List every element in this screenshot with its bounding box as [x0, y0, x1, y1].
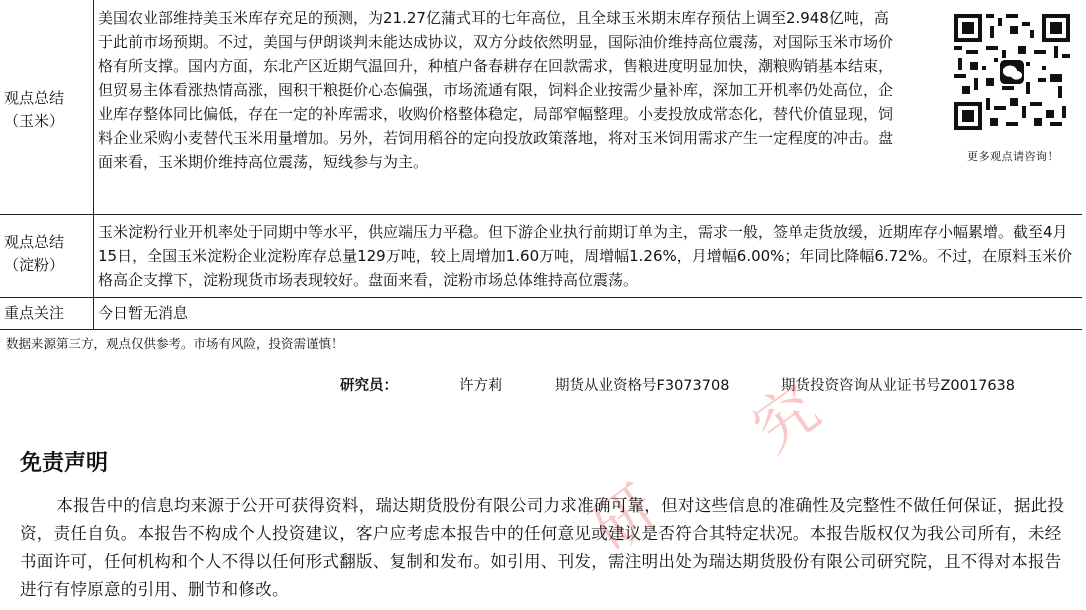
- wechat-icon: [1000, 60, 1024, 84]
- qr-code: [954, 14, 1070, 130]
- futures-cert-number: 期货从业资格号F3073708: [555, 378, 730, 394]
- starch-summary-row: [0, 215, 1082, 298]
- watermark-char-1: 研: [577, 470, 671, 567]
- data-source-note: 数据来源第三方，观点仅供参考。市场有风险，投资需谨慎！: [6, 336, 344, 351]
- qr-caption: 更多观点请咨询！: [967, 150, 1059, 163]
- focus-text: 今日暂无消息: [98, 304, 189, 322]
- consult-cert-number: 期货投资咨询从业证书号Z0017638: [781, 378, 1016, 394]
- starch-summary-text: 玉米淀粉行业开机率处于同期中等水平，供应端压力平稳。但下游企业执行前期订单为主，需求一般，签单走货放缓，近期库存小幅累增。截至4月15日，全国玉米淀粉企业淀粉库存总量129万吨，较上周增加1.60万吨，周增幅1.26%，月增幅6.00%；年同比降幅6.72%。不过，在原料玉米价格高企支撑下，淀粉现货市场表现较好。盘面来看，淀粉市场总体维持高位震荡。: [98, 223, 1073, 289]
- researcher-title: 研究员：: [340, 378, 398, 394]
- corn-summary-row: [0, 0, 1082, 215]
- disclaimer-title: 免责声明: [20, 451, 109, 476]
- researcher-name: 许方莉: [459, 378, 503, 394]
- focus-label: 重点关注: [4, 304, 65, 322]
- corn-summary-text: 美国农业部维持美玉米库存充足的预测，为21.27亿蒲式耳的七年高位，且全球玉米期末库存预估上调至2.948亿吨，高于此前市场预期。不过，美国与伊朗谈判未能达成协议，双方分歧依然明显，国际油价维持高位震荡，对国际玉米市场价格有所支撑。国内方面，东北产区近期气温回升，种植户备春耕存在回款需求，售粮进度明显加快，潮粮购销基本结束，但贸易主体看涨热情高涨，囤积干粮挺价心态偏强，市场流通有限，饲料企业按需少量补库，深加工开机率仍处高位，企业库存整体同比偏低，存在一定的补库需求，收购价格整体稳定，局部窄幅整理。小麦投放成常态化，替代价值显现，饲料企业采购小麦替代玉米用量增加。另外，若饲用稻谷的定向投放政策落地，将对玉米饲用需求产生一定程度的冲击。盘面来看，玉米期价维持高位震荡，短线参与为主。: [98, 9, 894, 171]
- table-column-divider: [93, 0, 94, 330]
- watermark-char-2: 究: [739, 370, 833, 467]
- corn-summary-label: 观点总结（玉米）: [4, 89, 65, 130]
- qr-code-panel: [954, 14, 1072, 164]
- focus-row: [0, 298, 1082, 330]
- starch-summary-label: 观点总结（淀粉）: [4, 233, 65, 274]
- disclaimer-body: 本报告中的信息均来源于公开可获得资料，瑞达期货股份有限公司力求准确可靠，但对这些信息的准确性及完整性不做任何保证，据此投资，责任自负。本报告不构成个人投资建议，客户应考虑本报告中的任何意见或建议是否符合其特定状况。本报告版权仅为我公司所有，未经书面许可，任何机构和个人不得以任何形式翻版、复制和发布。如引用、刊发，需注明出处为瑞达期货股份有限公司研究院，且不得对本报告进行有悖原意的引用、删节和修改。: [20, 496, 1065, 599]
